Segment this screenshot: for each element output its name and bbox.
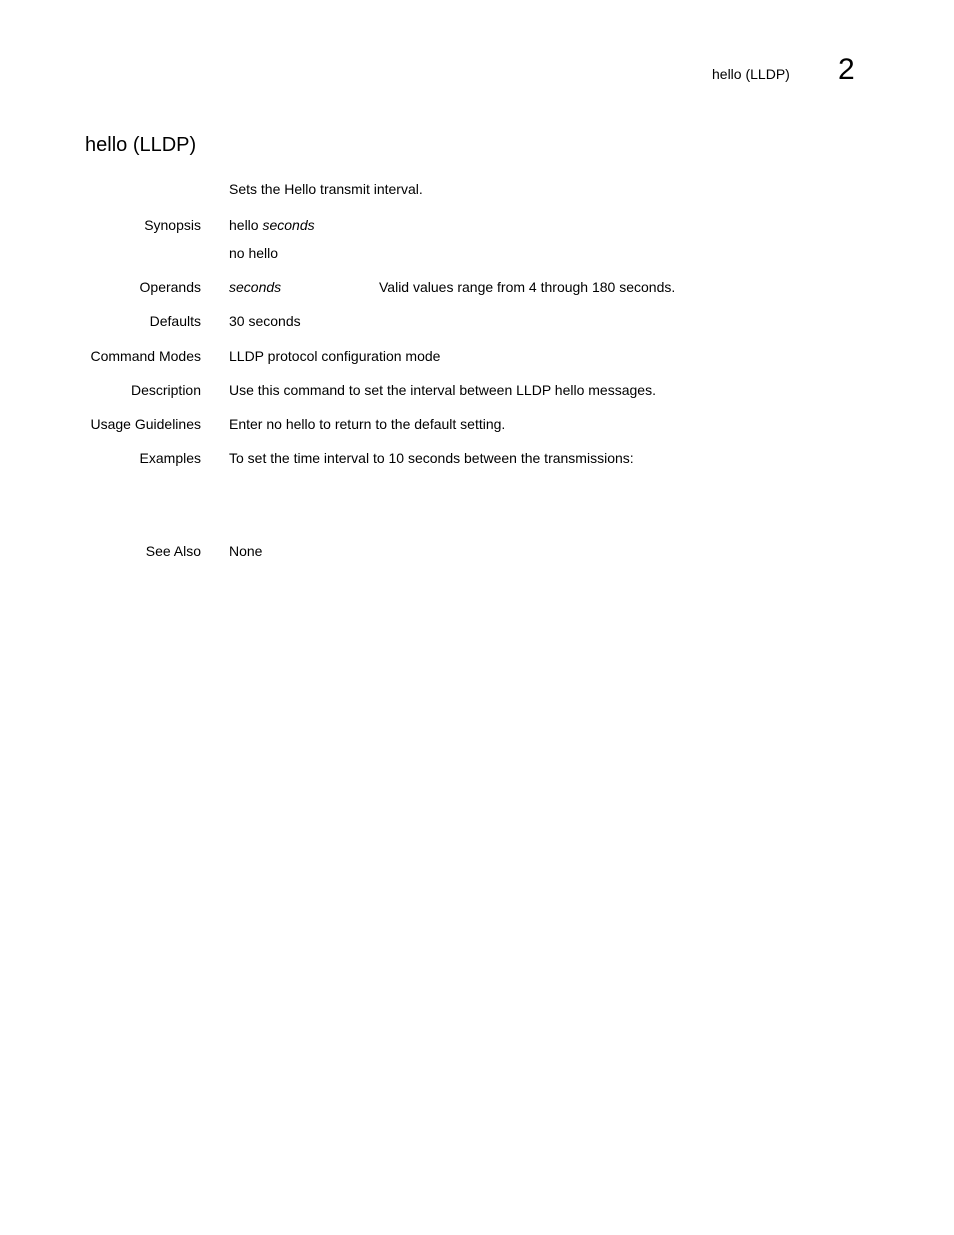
examples-label: Examples [139,450,201,466]
see-also-value: None [229,543,263,559]
usage-guidelines-value [229,415,505,433]
synopsis-param: seconds [262,217,315,233]
command-modes-label: Command Modes [90,348,201,364]
synopsis-label: Synopsis [144,217,201,233]
page-title: hello (LLDP) [85,134,197,156]
summary-text: Sets the Hello transmit interval. [229,181,423,197]
usage-prefix: Enter [229,416,267,432]
usage-guidelines-label: Usage Guidelines [90,416,201,432]
description-value: Use this command to set the interval between LLDP hello messages. [229,382,656,398]
operands-label: Operands [139,279,201,295]
description-label: Description [130,382,201,398]
running-head: hello (LLDP) [712,66,790,82]
see-also-label: See Also [145,543,201,559]
usage-keyword: no hello [266,416,316,432]
defaults-value: 30 seconds [229,313,301,329]
synopsis-line-1 [229,216,315,234]
defaults-label: Defaults [149,313,201,329]
operand-name: seconds [229,279,282,295]
usage-suffix: to return to the default setting. [315,416,506,432]
synopsis-line-2: no hello [229,245,279,261]
operand-description: Valid values range from 4 through 180 seconds. [379,279,676,295]
examples-value: To set the time interval to 10 seconds between the transmissions: [229,450,634,466]
chapter-number: 2 [838,53,855,86]
synopsis-keyword: hello [229,217,259,233]
command-modes-value: LLDP protocol configuration mode [229,348,441,364]
